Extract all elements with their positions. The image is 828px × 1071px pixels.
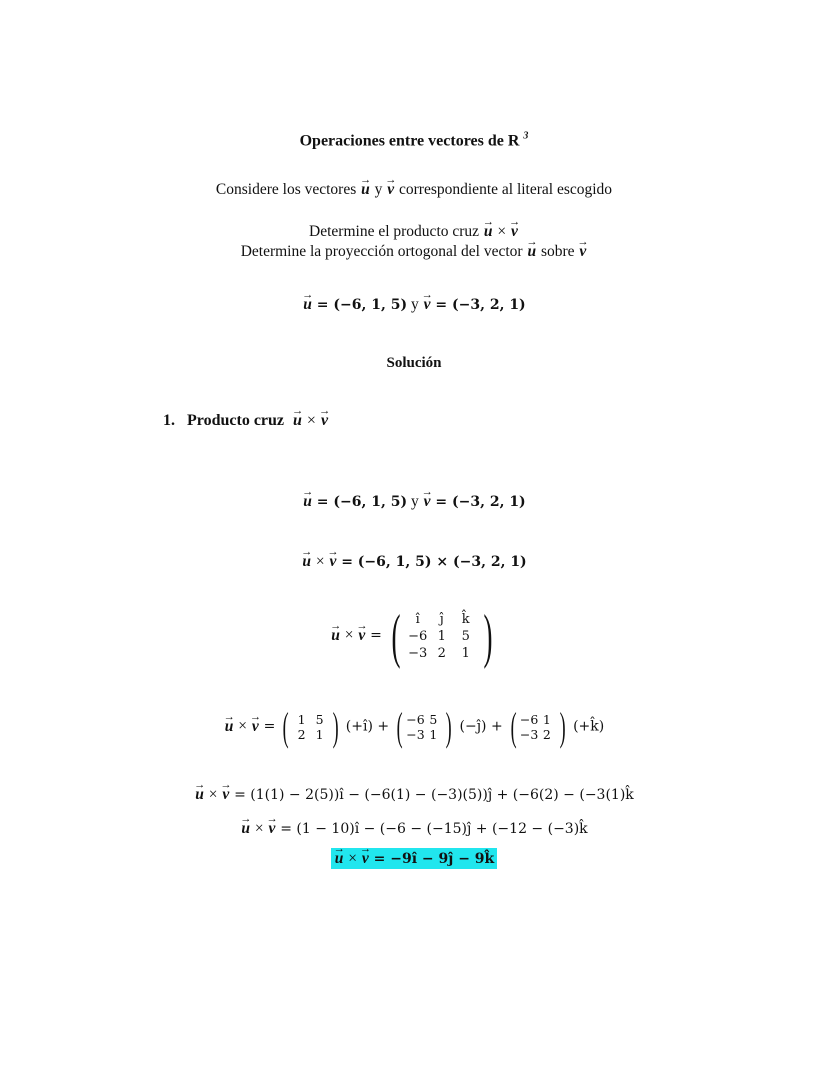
minor-cell: −3 [406, 727, 425, 742]
u-value: = (−6, 1, 5) [316, 494, 408, 510]
task2-text: Determine la proyección ortogonal del vector [240, 243, 523, 260]
left-paren: ( [282, 704, 289, 749]
title-superscript: 3 [523, 131, 529, 142]
step-2 [0, 820, 828, 838]
vector-v: → v [423, 296, 432, 314]
vector-u: → u [360, 181, 371, 199]
equals-sign: = [263, 718, 276, 735]
minor-cell: −6 [519, 712, 539, 727]
vector-u: → u [292, 412, 303, 430]
task2-mid: sobre [540, 243, 575, 260]
matrix-3x3-cells [406, 612, 478, 661]
vector-v: → v [578, 243, 587, 261]
matrix-cell: −3 [408, 645, 428, 661]
task1-text: Determine el producto cruz [309, 223, 480, 240]
minor-cell: 5 [429, 712, 438, 727]
vector-u: → u [483, 223, 494, 241]
minor-cell: 1 [297, 712, 306, 727]
vector-u: → u [302, 493, 313, 511]
cross-values: = (−6, 1, 5) × (−3, 2, 1) [341, 554, 527, 570]
minor-2 [393, 704, 456, 749]
times-symbol: × [208, 786, 218, 803]
cofactor-expansion [0, 704, 828, 749]
solution-heading: Solución [386, 355, 442, 371]
vector-v: → v [386, 181, 395, 199]
minor-3 [507, 704, 570, 749]
task-cross-product [0, 223, 828, 241]
vector-v: → v [423, 493, 432, 511]
vector-v: → v [357, 627, 366, 645]
matrix-cell: ĵ [439, 611, 444, 627]
v-value: = (−3, 2, 1) [435, 494, 526, 510]
matrix-cell: 5 [461, 628, 470, 644]
vector-u: → u [224, 718, 235, 736]
vector-v: → v [267, 820, 276, 838]
vectors-definition [0, 296, 828, 314]
matrix-3x3 [386, 603, 498, 669]
minor-cells [406, 712, 442, 742]
section-1-heading [163, 412, 329, 430]
matrix-cell: −6 [408, 628, 428, 644]
vector-u: → u [302, 296, 313, 314]
consider-prefix: Considere los vectores [215, 181, 357, 198]
term-3: (+k̂) [573, 718, 605, 735]
times-symbol: × [315, 553, 325, 570]
consider-y: y [374, 181, 383, 198]
left-paren: ( [391, 603, 401, 669]
vector-u: → u [240, 820, 251, 838]
v-value: = (−3, 2, 1) [435, 297, 526, 313]
minor-cell: −3 [519, 727, 539, 742]
times-symbol: × [254, 820, 264, 837]
minor-cells [293, 712, 329, 742]
minor-cell: 1 [542, 712, 551, 727]
result-line [0, 850, 828, 868]
vector-v: → v [510, 223, 519, 241]
step-1 [0, 786, 828, 804]
conjunction-y: y [410, 296, 419, 313]
minor-cell: 1 [429, 727, 438, 742]
result-highlight [331, 848, 498, 869]
minor-cell: 2 [297, 727, 306, 742]
minor-cell: −6 [406, 712, 425, 727]
minor-cell: 2 [542, 727, 551, 742]
minor-cells [520, 712, 556, 742]
vector-v: → v [361, 850, 370, 868]
equals-sign: = [370, 627, 382, 644]
determinant-line [0, 603, 828, 669]
step-2-expression: = (1 − 10)î − (−6 − (−15)ĵ + (−12 − (−3)k̂ [280, 821, 588, 837]
minor-1 [279, 704, 342, 749]
vector-u: → u [301, 553, 312, 571]
u-value: = (−6, 1, 5) [316, 297, 408, 313]
vector-v: → v [251, 718, 260, 736]
vector-v: → v [320, 412, 329, 430]
section-number: 1. [163, 412, 175, 429]
right-paren: ) [559, 704, 566, 749]
vector-v: → v [221, 786, 230, 804]
task-projection [0, 243, 828, 261]
result-expression: = −9î − 9ĵ − 9k̂ [373, 851, 495, 867]
matrix-cell: 1 [437, 628, 446, 644]
left-paren: ( [396, 704, 403, 749]
matrix-cell: î [415, 611, 420, 627]
times-symbol: × [497, 223, 507, 240]
times-symbol: × [344, 626, 354, 644]
minor-cell: 5 [315, 712, 324, 727]
consider-suffix: correspondiente al literal escogido [399, 181, 613, 198]
cross-equation [0, 553, 828, 571]
right-paren: ) [483, 603, 493, 669]
conjunction-y: y [410, 493, 419, 510]
term-2: (−ĵ) + [459, 718, 503, 735]
title-text: Operaciones entre vectores de R [299, 132, 520, 150]
left-paren: ( [510, 704, 517, 749]
minor-cell: 1 [315, 727, 324, 742]
vector-v: → v [328, 553, 337, 571]
right-paren: ) [332, 704, 339, 749]
right-paren: ) [445, 704, 452, 749]
matrix-cell: k̂ [461, 611, 470, 627]
matrix-cell: 1 [461, 645, 470, 661]
vector-u: → u [526, 243, 537, 261]
vector-u: → u [330, 627, 341, 645]
vector-u: → u [334, 850, 345, 868]
times-symbol: × [238, 717, 247, 735]
vector-u: → u [194, 786, 205, 804]
section-label: Producto cruz [187, 412, 285, 429]
times-symbol: × [306, 412, 316, 429]
times-symbol: × [348, 850, 357, 867]
term-1: (+î) + [345, 718, 390, 735]
page-title [0, 131, 828, 150]
matrix-cell: 2 [437, 645, 446, 661]
consider-line [0, 181, 828, 199]
vectors-definition-repeat [0, 493, 828, 511]
step-1-expression: = (1(1) − 2(5))î − (−6(1) − (−3)(5))ĵ + (−6(2) − (−3(1)k̂ [234, 787, 634, 803]
